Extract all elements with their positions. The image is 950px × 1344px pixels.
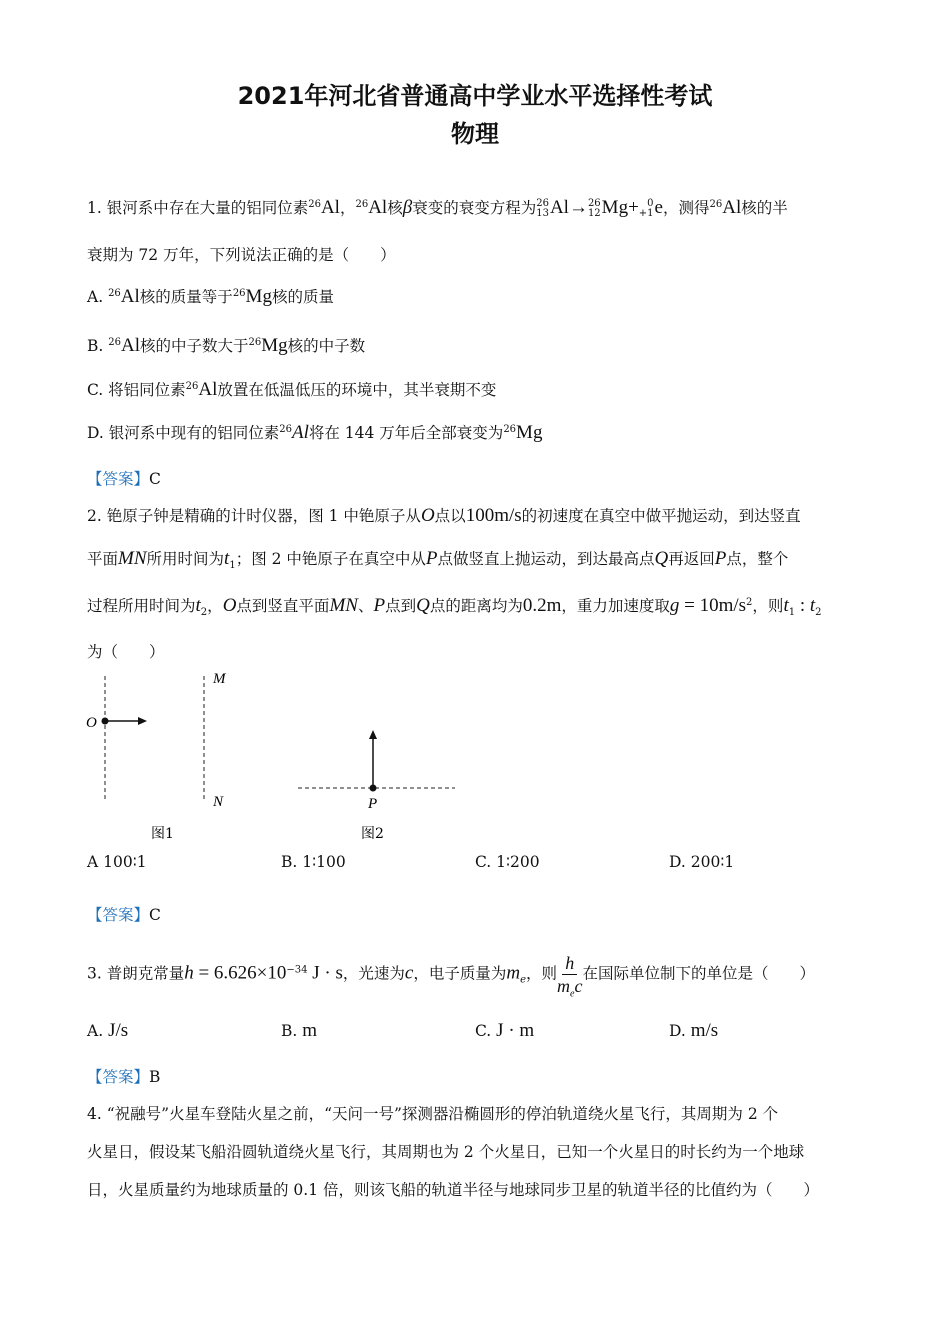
q3-option-c[interactable]: C. J · m	[475, 1020, 535, 1041]
q2-line3: 过程所用时间为$t_2$，O点到竖直平面MN、P点到Q点的距离均为0.2m，重力加速度取$g = 10m/s^2$，则$t_1$ : $t_2$	[87, 595, 822, 619]
q2-option-a[interactable]: A 100∶1	[87, 853, 147, 871]
fig1-caption: 图1	[151, 826, 174, 842]
q3-answer: 【答案】B	[87, 1068, 161, 1086]
q1-option-a[interactable]: A. $^{26}$Al核的质量等于$^{26}$Mg核的质量	[87, 286, 334, 307]
q1-line2: 衰期为 72 万年，下列说法正确的是（ ）	[87, 246, 396, 264]
fig-label-m: M	[213, 671, 226, 687]
fig2-caption: 图2	[361, 826, 384, 842]
q1-option-b[interactable]: B. $^{26}$Al核的中子数大于$^{26}$Mg核的中子数	[87, 335, 366, 356]
fig-label-n: N	[213, 794, 224, 810]
q1-answer: 【答案】C	[87, 470, 161, 488]
fig2-arrowhead	[369, 730, 377, 739]
fig-label-o: O	[86, 715, 97, 731]
q4-line2: 火星日，假设某飞船沿圆轨道绕火星飞行，其周期也为 2 个火星日，已知一个火星日的时长约为一个地球	[87, 1143, 805, 1161]
page-subtitle: 物理	[451, 120, 499, 148]
q4-line3: 日，火星质量约为地球质量的 0.1 倍，则该飞船的轨道半径与地球同步卫星的轨道半径的比值约为（ ）	[87, 1181, 820, 1199]
q2-line2: 平面MN所用时间为$t_1$；图 2 中铯原子在真空中从P点做竖直上抛运动，到达最高点Q再返回P点，整个	[87, 548, 789, 572]
q1-line1: 1. 银河系中存在大量的铝同位素$^{26}$Al，$^{26}$Al核β衰变的衰变方程为 26 13 Al→ 26 12 Mg+ 0 +1 e，测得$^{26}$Al核的半	[87, 197, 788, 219]
q2-answer: 【答案】C	[87, 906, 161, 924]
q1-option-d[interactable]: D. 银河系中现有的铝同位素$^{26}$Al将在 144 万年后全部衰变为$^{26}$Mg	[87, 422, 543, 443]
q3-fraction: $\frac{h}{m_ec}$	[557, 953, 583, 1000]
fig-label-p: P	[368, 796, 378, 812]
q3-option-d[interactable]: D. m/s	[669, 1020, 719, 1041]
q3-option-b[interactable]: B. m	[281, 1020, 318, 1041]
fig1-arrowhead	[138, 717, 147, 725]
q2-line1: 2. 铯原子钟是精确的计时仪器，图 1 中铯原子从O点以100m/s的初速度在真空中做平抛运动，到达竖直	[87, 505, 801, 526]
q1-option-c[interactable]: C. 将铝同位素$^{26}$Al放置在低温低压的环境中，其半衰期不变	[87, 379, 497, 400]
q4-line1: 4. “祝融号”火星车登陆火星之前，“天问一号”探测器沿椭圆形的停泊轨道绕火星飞行，其周期为 2 个	[87, 1105, 779, 1123]
q2-option-d[interactable]: D. 200∶1	[669, 853, 735, 871]
q3-line: 3. 普朗克常量$h = 6.626\times 10^{-34}$ J · s，光速为c，电子质量为$m_e$，则 $\frac{h}{m_ec}$ 在国际单位制下的单位是（ ）	[87, 953, 815, 1000]
q2-option-c[interactable]: C. 1∶200	[475, 853, 540, 871]
q2-line4: 为（ ）	[87, 643, 165, 661]
q3-option-a[interactable]: A. J/s	[87, 1020, 129, 1041]
page-title: 2021年河北省普通高中学业水平选择性考试	[237, 82, 713, 110]
q2-option-b[interactable]: B. 1∶100	[281, 853, 346, 871]
